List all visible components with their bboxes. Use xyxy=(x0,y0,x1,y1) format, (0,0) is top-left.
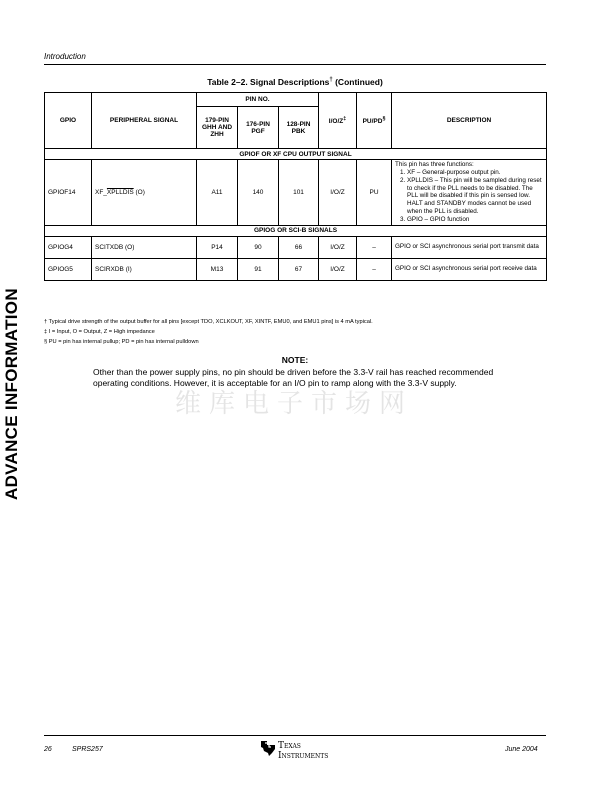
footnote: † Typical drive strength of the output buffer for all pins [except TDO, XCLKOUT, XF, XINTF, EMU0, and EMU1 pins] is 4 mA typical. xyxy=(44,319,373,325)
cell-ioz: I/O/Z xyxy=(319,258,357,280)
signal-overline: XPLLDIS xyxy=(106,188,134,196)
section-title: Introduction xyxy=(44,52,86,61)
caption-mark: † xyxy=(329,77,333,84)
desc-item: 2. XPLLDIS – This pin will be sampled during reset to check if the PLL needs to be disabled. The PLL will be disabled if this pin is sensed low. HALT and STANDBY modes cannot be used when the PLL is disabled. xyxy=(407,177,543,216)
page-number: 26 xyxy=(44,746,52,753)
doc-date: June 2004 xyxy=(505,746,538,753)
header-ioz-mark: ‡ xyxy=(343,115,347,122)
cell-pin128: 101 xyxy=(279,160,319,226)
header-pupd xyxy=(357,93,392,149)
side-banner-label: ADVANCE INFORMATION xyxy=(2,288,21,500)
cell-pupd: – xyxy=(357,258,392,280)
cell-ioz: I/O/Z xyxy=(319,160,357,226)
cell-signal: SCITXDB (O) xyxy=(92,236,197,258)
ti-logo-text xyxy=(278,741,328,761)
caption-suffix: (Continued) xyxy=(332,77,383,87)
desc-intro: This pin has three functions: xyxy=(395,161,474,168)
cell-pin176: 90 xyxy=(238,236,279,258)
cell-description: GPIO or SCI asynchronous serial port transmit data xyxy=(392,236,547,258)
header-gpio: GPIO xyxy=(45,93,92,149)
cell-description xyxy=(392,160,547,226)
cell-pin128: 67 xyxy=(279,258,319,280)
signal-suffix: (O) xyxy=(133,188,145,196)
table-row xyxy=(45,236,547,258)
desc-item: 3. GPIO – GPIO function xyxy=(407,216,543,224)
ti-logo xyxy=(258,739,338,763)
cell-description: GPIO or SCI asynchronous serial port receive data xyxy=(392,258,547,280)
doc-number: SPRS257 xyxy=(72,746,103,753)
footnote: ‡ I = Input, O = Output, Z = High impedance xyxy=(44,329,155,335)
header-pupd-mark: § xyxy=(382,115,386,122)
watermark: 维库电子市场网 xyxy=(175,389,414,419)
cell-pin179: M13 xyxy=(197,258,238,280)
signal-table xyxy=(44,92,547,281)
texas-state-icon xyxy=(260,739,276,757)
footer-rule xyxy=(44,735,546,736)
cell-signal xyxy=(92,160,197,226)
signal-prefix: XF_ xyxy=(95,188,107,196)
cell-pupd: PU xyxy=(357,160,392,226)
cell-pin179: P14 xyxy=(197,236,238,258)
header-rule xyxy=(44,64,546,65)
header-ioz-label: I/O/Z xyxy=(328,118,344,126)
header-pupd-label: PU/PD xyxy=(362,118,383,126)
note-body: Other than the power supply pins, no pin should be driven before the 3.3-V rail has reached recommended operating conditions. However, it is acceptable for an I/O pin to ramp along with the 3.3-V supply. xyxy=(93,367,494,389)
ti-logo-line1: Texas xyxy=(278,741,301,751)
header-ioz xyxy=(319,93,357,149)
cell-pin176: 91 xyxy=(238,258,279,280)
ti-logo-line2: Instruments xyxy=(278,751,329,761)
desc-list xyxy=(395,169,543,224)
header-peripheral: PERIPHERAL SIGNAL xyxy=(92,93,197,149)
header-description: DESCRIPTION xyxy=(392,93,547,149)
note-title: NOTE: xyxy=(281,355,309,365)
cell-pin176: 140 xyxy=(238,160,279,226)
table-caption xyxy=(44,77,546,87)
cell-gpio: GPIOG5 xyxy=(45,258,92,280)
header-pin176: 176-PIN PGF xyxy=(238,107,279,149)
header-pin128: 128-PIN PBK xyxy=(279,107,319,149)
header-pin179: 179-PIN GHH AND ZHH xyxy=(197,107,238,149)
header-pin-no: PIN NO. xyxy=(197,93,319,107)
cell-pin128: 66 xyxy=(279,236,319,258)
group-title: GPIOF OR XF CPU OUTPUT SIGNAL xyxy=(45,149,547,160)
table-row xyxy=(45,258,547,280)
table-row xyxy=(45,160,547,226)
cell-ioz: I/O/Z xyxy=(319,236,357,258)
footnote: § PU = pin has internal pullup; PD = pin has internal pulldown xyxy=(44,339,199,345)
cell-signal: SCIRXDB (I) xyxy=(92,258,197,280)
group-title: GPIOG OR SCI-B SIGNALS xyxy=(45,225,547,236)
cell-gpio: GPIOG4 xyxy=(45,236,92,258)
cell-gpio: GPIOF14 xyxy=(45,160,92,226)
desc-item: 1. XF – General-purpose output pin. xyxy=(407,169,543,177)
cell-pupd: – xyxy=(357,236,392,258)
caption-text: Table 2–2. Signal Descriptions xyxy=(207,77,330,87)
cell-pin179: A11 xyxy=(197,160,238,226)
